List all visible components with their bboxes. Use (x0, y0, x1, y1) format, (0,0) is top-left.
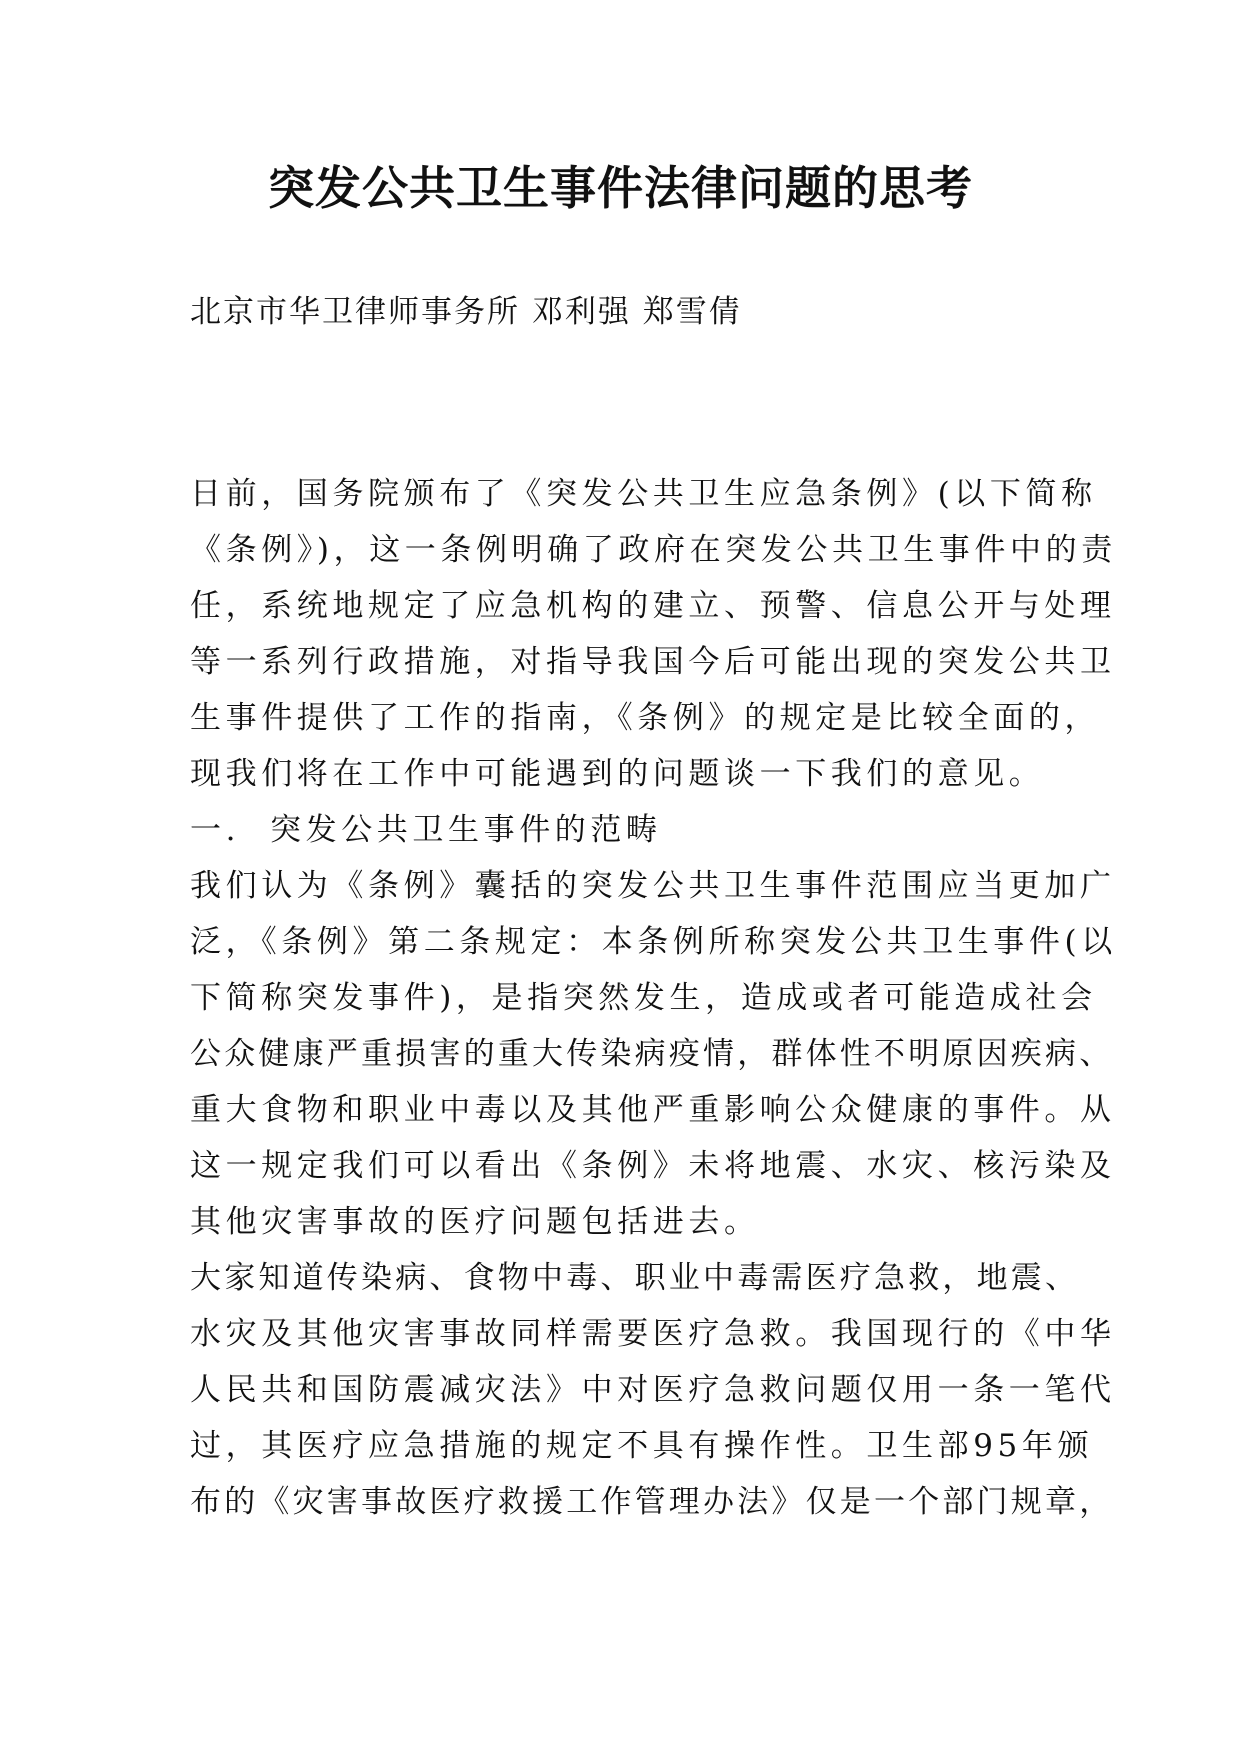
document-body (190, 466, 1117, 1530)
text-line: 水灾及其他灾害事故同样需要医疗急救。我国现行的《中华 (190, 1316, 1116, 1352)
paragraph-intro (190, 466, 1117, 802)
section-heading-text: 突发公共卫生事件的范畴 (270, 812, 662, 848)
text-line: 我们认为《条例》囊括的突发公共卫生事件范围应当更加广 (190, 868, 1116, 904)
text-line: 任，系统地规定了应急机构的建立、预警、信息公开与处理 (190, 588, 1116, 624)
text-line: 下简称突发事件)，是指突然发生，造成或者可能造成社会 (190, 980, 1097, 1016)
text-line: 日前，国务院颁布了《突发公共卫生应急条例》(以下简称 (190, 476, 1097, 512)
text-line: 泛，《条例》第二条规定：本条例所称突发公共卫生事件(以 (190, 924, 1117, 960)
text-line: 大家知道传染病、食物中毒、职业中毒需医疗急救，地震、 (190, 1260, 1080, 1296)
author-byline: 北京市华卫律师事务所 邓利强 郑雪倩 (190, 294, 742, 330)
text-line: 等一系列行政措施，对指导我国今后可能出现的突发公共卫 (190, 644, 1116, 680)
text-line: 其他灾害事故的医疗问题包括进去。 (190, 1204, 760, 1240)
text-line: 现我们将在工作中可能遇到的问题谈一下我们的意见。 (190, 756, 1045, 792)
text-line: 这一规定我们可以看出《条例》未将地震、水灾、核污染及 (190, 1148, 1116, 1184)
text-line: 布的《灾害事故医疗救援工作管理办法》仅是一个部门规章， (190, 1484, 1114, 1520)
document-title: 突发公共卫生事件法律问题的思考 (268, 161, 973, 215)
section-number: 一. (190, 812, 241, 848)
text-line: 重大食物和职业中毒以及其他严重影响公众健康的事件。从 (190, 1092, 1116, 1128)
paragraph-scope (190, 858, 1117, 1250)
text-line: 过，其医疗应急措施的规定不具有操作性。卫生部95年颁 (190, 1428, 1094, 1464)
text-line: 《条例》)，这一条例明确了政府在突发公共卫生事件中的责 (190, 532, 1117, 568)
text-line: 公众健康严重损害的重大传染病疫情，群体性不明原因疾病、 (190, 1036, 1114, 1072)
text-line: 生事件提供了工作的指南，《条例》的规定是比较全面的， (190, 700, 1101, 736)
text-line: 人民共和国防震减灾法》中对医疗急救问题仅用一条一笔代 (190, 1372, 1116, 1408)
paragraph-disaster-relief (190, 1250, 1116, 1530)
section-heading (190, 802, 1060, 858)
